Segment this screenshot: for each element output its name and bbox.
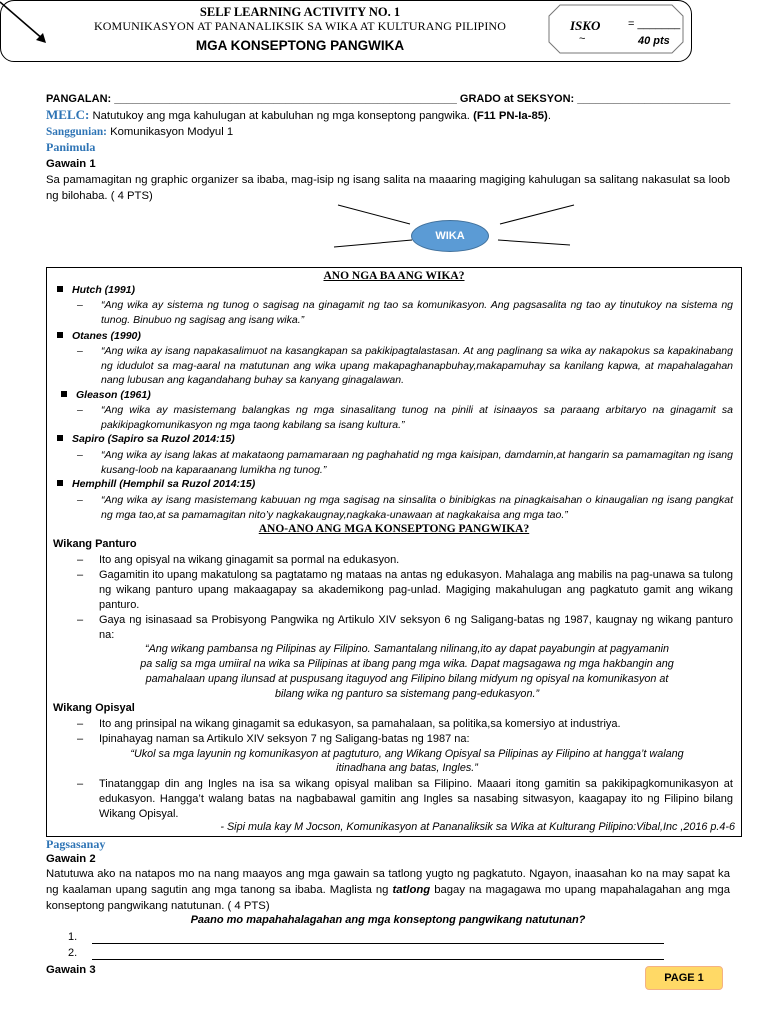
quote-gleason: – “Ang wika ay masistemang balangkas ng mga sinasalitang tunog na pinili at isinaayos sa paraang arbitaryo na ginagamit sa pakikipagkomunikasyon ng mga taong kabilang sa isang kultura.” [77, 404, 733, 431]
score-tilde: ~ [579, 33, 586, 45]
score-blank: = _______ [628, 18, 681, 30]
panturo-quote-line: “Ang wikang pambansa ng Pilipinas ay Filipino. Samantalang nilinang,ito ay dapat payabungin at pagyamanin [145, 643, 669, 655]
gawain2-heading: Gawain 2 [46, 853, 96, 865]
opisyal-quote-line: “Ukol sa mga layunin ng komunikasyon at pagtuturo, ang Wikang Opisyal sa Pilipinas ay Filipino at hangga’t walang [130, 748, 684, 760]
gawain1-heading: Gawain 1 [46, 158, 96, 170]
opisyal-bullet-1: – Ito ang prinsipal na wikang ginagamit sa edukasyon, sa pamahalaan, sa politika,sa komersiyo at industriya. [77, 718, 621, 730]
answer-line-2[interactable] [92, 958, 664, 960]
wika-oval: WIKA [411, 220, 489, 252]
gawain2-instruction: Natutuwa ako na natapos mo na nang maayos ang mga gawain sa tatlong yugto ng pagkatuto. Ngayon, inaasahan ko na may sapat ka ng kaalaman upang sagutin ang mga tanong sa ibaba. Maglista ng tatlong bagay na magagawa mo upang mapahalagahan ang mga konseptong pangwikang natutunan. ( 4 PTS) [46, 868, 731, 912]
panturo-quote-line: pamahalaan upang ilunsad at puspusang itaguyod ang Filipino bilang midyum ng opisyal na komunikasyon at [145, 673, 669, 685]
pagsasanay-heading: Pagsasanay [46, 837, 106, 851]
panturo-bullet-2: – Gagamitin ito upang makatulong sa pagtatamo ng mataas na antas ng edukasyon. Mahalaga ang mabilis na pag-unawa sa tulong ng wikang panturo upang makaagapay sa akademikong pag-unlad. Magiging makahulugan ang pagkatuto gamit ang wikang panturo. [77, 569, 733, 611]
quote-hutch: – “Ang wika ay sistema ng tunog o sagisag na ginagamit ng tao sa komunikasyon. Ang pagsasalita ng tao ay tinutukoy na sistema ng tunog. Binubuo ng sagisag ang isang wika.” [77, 299, 733, 326]
sanggunian-text: Komunikasyon Modyul 1 [110, 126, 234, 138]
panturo-quote-line: pa salig sa mga umiiral na wika sa Pilipinas at ibang pang mga wika. Dapat magsagawa ng mga hakbangin ang [140, 658, 674, 670]
name-label: PANGALAN: [46, 93, 112, 105]
opisyal-bullet-3: – Tinatanggap din ang Ingles na isa sa wikang opisyal maliban sa Filipino. Maaari itong gamitin sa pakikipagkomunikasyon at edukasyon. Hangga’t walang batas na nagbabawal gamitin ang Ingles sa nasabing sitwasyon, kaagapay ito ng Filipino bilang Wikang Opisyal. [77, 778, 733, 820]
gawain2-question: Paano mo mapahahalagahan ang mga konseptong pangwikang natutunan? [190, 914, 586, 926]
bullet-square-icon [57, 480, 63, 486]
bullet-square-icon [57, 332, 63, 338]
quote-otanes: – “Ang wika ay isang napakasalimuot na kasangkapan sa pakikipagtalastasan. At ang paglinang sa wika ay nakapokus sa kapakinabang ng idudulot sa mag-aaral na matutunan ang wika upang makapaghanapbuhay,makapamuhay sa kanilang kapwa, at mapahalagahan nang lubusan ang kagandahang buhay sa kanyang ginagalawan. [77, 345, 733, 386]
author-hemphill: Hemphill (Hemphil sa Ruzol 2014:15) [57, 478, 255, 490]
student-info-row [46, 92, 730, 106]
panturo-bullet-3: – Gaya ng isinasaad sa Probisyong Pangwika ng Artikulo XIV seksyon 6 ng Saligang-batas ng 1987, kaugnay ng wikang panturo na: [77, 614, 733, 641]
panturo-quote-line: bilang wika ng panturo sa sistemang pang-edukasyon.” [274, 688, 540, 700]
name-field[interactable]: ________________________________________________________ [114, 93, 457, 105]
sanggunian-row [46, 125, 233, 139]
sanggunian-label: Sanggunian: [46, 126, 107, 138]
score-total: 40 pts [638, 35, 670, 47]
author-gleason: Gleason (1961) [61, 389, 151, 401]
activity-title: SELF LEARNING ACTIVITY NO. 1 [199, 5, 401, 19]
melc-code: (F11 PN-Ia-85) [473, 110, 548, 122]
bullet-square-icon [57, 286, 63, 292]
subject-title: KOMUNIKASYON AT PANANALIKSIK SA WIKA AT KULTURANG PILIPINO [94, 19, 506, 33]
score-box [548, 4, 684, 54]
panturo-bullet-1: – Ito ang opisyal na wikang ginagamit sa pormal na edukasyon. [77, 554, 400, 566]
header-box [0, 0, 692, 62]
section-title-konsepto: ANO-ANO ANG MGA KONSEPTONG PANGWIKA? [258, 523, 530, 535]
bullet-square-icon [61, 391, 67, 397]
topic-title: MGA KONSEPTONG PANGWIKA [195, 38, 405, 53]
bullet-square-icon [57, 435, 63, 441]
opisyal-quote-line: itinadhana ang batas, Ingles.” [336, 762, 478, 774]
melc-text: Natutukoy ang mga kahulugan at kabuluhan ng mga konseptong pangwika. [92, 110, 470, 122]
answer-number: 1. [68, 931, 78, 943]
quote-sapiro: – “Ang wika ay isang lakas at makataong pamamaraan ng paghahatid ng mga kaisipan, damdamin,at hangarin sa pamamagitan ng isang kusang-loob na kaparaanang lumikha ng tunog.” [77, 449, 733, 476]
answer-number: 2. [68, 947, 78, 959]
gawain3-heading: Gawain 3 [46, 964, 96, 976]
wikang-opisyal-heading: Wikang Opisyal [53, 702, 135, 714]
grade-label: GRADO at SEKSYON: [459, 93, 575, 105]
page-number-badge: PAGE 1 [645, 966, 723, 990]
wikang-panturo-heading: Wikang Panturo [53, 538, 137, 550]
score-label: ISKO [570, 18, 601, 33]
melc-period: . [547, 110, 551, 122]
author-hutch: Hutch (1991) [57, 284, 135, 296]
melc-row [46, 108, 551, 123]
answer-line-1[interactable] [92, 942, 664, 944]
quote-hemphill: – “Ang wika ay isang masistemang kabuuan ng mga sagisag na sinsalita o binibigkas na pinagkaisahan o kinaugalian ng isang pangkat ng mga tao,at sa pamamagitan nito’y nagkakaugnay,nagkaka-unawaan at nagkakaisa ang mga tao.” [77, 494, 733, 521]
content-box [46, 267, 742, 837]
source-citation: - Sipi mula kay M Jocson, Komunikasyon at Pananaliksik sa Wika at Kulturang Pilipino:Vibal,Inc ,2016 p.4-6 [220, 821, 735, 833]
gawain1-instruction: Sa pamamagitan ng graphic organizer sa ibaba, mag-isip ng isang salita na maaaring magiging kahulugan sa salitang nakasulat sa loob ng bilohaba. ( 4 PTS) [46, 174, 730, 202]
opisyal-bullet-2: – Ipinahayag naman sa Artikulo XIV seksyon 7 ng Saligang-batas ng 1987 na: [77, 733, 470, 745]
melc-label: MELC: [46, 107, 90, 122]
panimula-heading: Panimula [46, 140, 96, 154]
grade-field[interactable]: _________________________ [577, 93, 731, 105]
section-title-wika: ANO NGA BA ANG WIKA? [323, 270, 465, 282]
author-sapiro: Sapiro (Sapiro sa Ruzol 2014:15) [57, 433, 235, 445]
author-otanes: Otanes (1990) [57, 330, 141, 342]
